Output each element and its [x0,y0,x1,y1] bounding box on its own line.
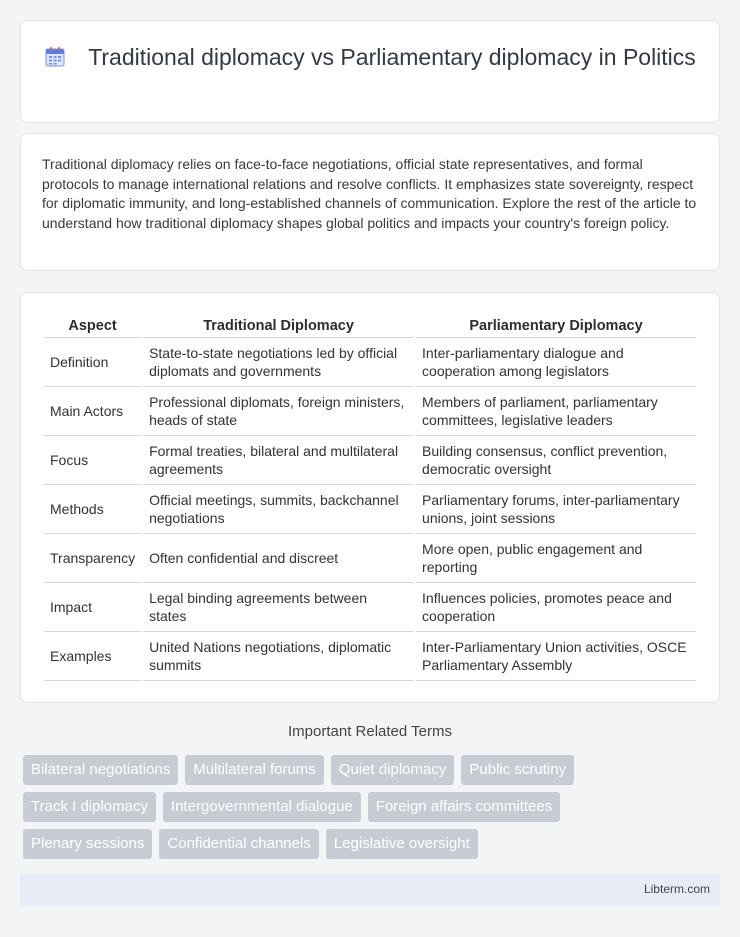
intro-card [20,133,720,271]
footer-site-link[interactable]: Libterm.com [643,882,710,896]
row-traditional: Professional diplomats, foreign ministers, heads of state [143,387,414,436]
tag-legislative-oversight[interactable]: Legislative oversight [326,829,478,859]
row-aspect: Focus [44,436,141,485]
table-row [44,338,696,387]
comparison-card [20,292,720,703]
tag-row [23,755,723,785]
tag-quiet-diplomacy[interactable]: Quiet diplomacy [331,755,455,785]
table-row [44,436,696,485]
row-aspect: Transparency [44,534,141,583]
table-row [44,632,696,681]
row-parliamentary: Members of parliament, parliamentary committees, legislative leaders [416,387,696,436]
header-traditional: Traditional Diplomacy [143,316,414,338]
tag-bilateral-negotiations[interactable]: Bilateral negotiations [23,755,178,785]
page-title-wrap [21,43,719,72]
table-row [44,485,696,534]
row-parliamentary: More open, public engagement and reporting [416,534,696,583]
table-row [44,387,696,436]
title-card [20,20,720,123]
row-aspect: Main Actors [44,387,141,436]
footer [20,873,720,906]
header-aspect: Aspect [44,316,141,338]
tag-row [23,829,723,859]
tag-multilateral-forums[interactable]: Multilateral forums [185,755,324,785]
tag-public-scrutiny[interactable]: Public scrutiny [461,755,574,785]
intro-paragraph: Traditional diplomacy relies on face-to-face negotiations, official state representatives, and formal protocols to manage international relations and resolve conflicts. It emphasizes state sovereignty, respect for diplomatic immunity, and long-established channels of communication. Explore the rest of the article to understand how traditional diplomacy shapes global politics and impacts your country's foreign policy. [42,156,697,231]
row-aspect: Methods [44,485,141,534]
row-traditional: Formal treaties, bilateral and multilateral agreements [143,436,414,485]
comparison-table [42,316,698,681]
row-traditional: Official meetings, summits, backchannel negotiations [143,485,414,534]
related-terms-title: Important Related Terms [288,723,452,740]
row-parliamentary: Influences policies, promotes peace and cooperation [416,583,696,632]
table-row [44,583,696,632]
page-title: Traditional diplomacy vs Parliamentary diplomacy in Politics [88,44,696,70]
table-header-row [44,316,696,338]
tag-intergovernmental-dialogue[interactable]: Intergovernmental dialogue [163,792,361,822]
row-parliamentary: Building consensus, conflict prevention, democratic oversight [416,436,696,485]
tag-plenary-sessions[interactable]: Plenary sessions [23,829,152,859]
row-traditional: Often confidential and discreet [143,534,414,583]
row-aspect: Impact [44,583,141,632]
tag-confidential-channels[interactable]: Confidential channels [159,829,318,859]
row-aspect: Examples [44,632,141,681]
tag-row [23,792,723,822]
calendar-icon [44,46,66,68]
row-aspect: Definition [44,338,141,387]
header-parliamentary: Parliamentary Diplomacy [416,316,696,338]
related-terms-list [23,755,723,866]
row-traditional: Legal binding agreements between states [143,583,414,632]
row-parliamentary: Inter-Parliamentary Union activities, OSCE Parliamentary Assembly [416,632,696,681]
row-traditional: State-to-state negotiations led by official diplomats and governments [143,338,414,387]
tag-foreign-affairs-committees[interactable]: Foreign affairs committees [368,792,560,822]
row-parliamentary: Inter-parliamentary dialogue and cooperation among legislators [416,338,696,387]
table-row [44,534,696,583]
tag-track-i-diplomacy[interactable]: Track I diplomacy [23,792,156,822]
row-traditional: United Nations negotiations, diplomatic summits [143,632,414,681]
row-parliamentary: Parliamentary forums, inter-parliamentary unions, joint sessions [416,485,696,534]
